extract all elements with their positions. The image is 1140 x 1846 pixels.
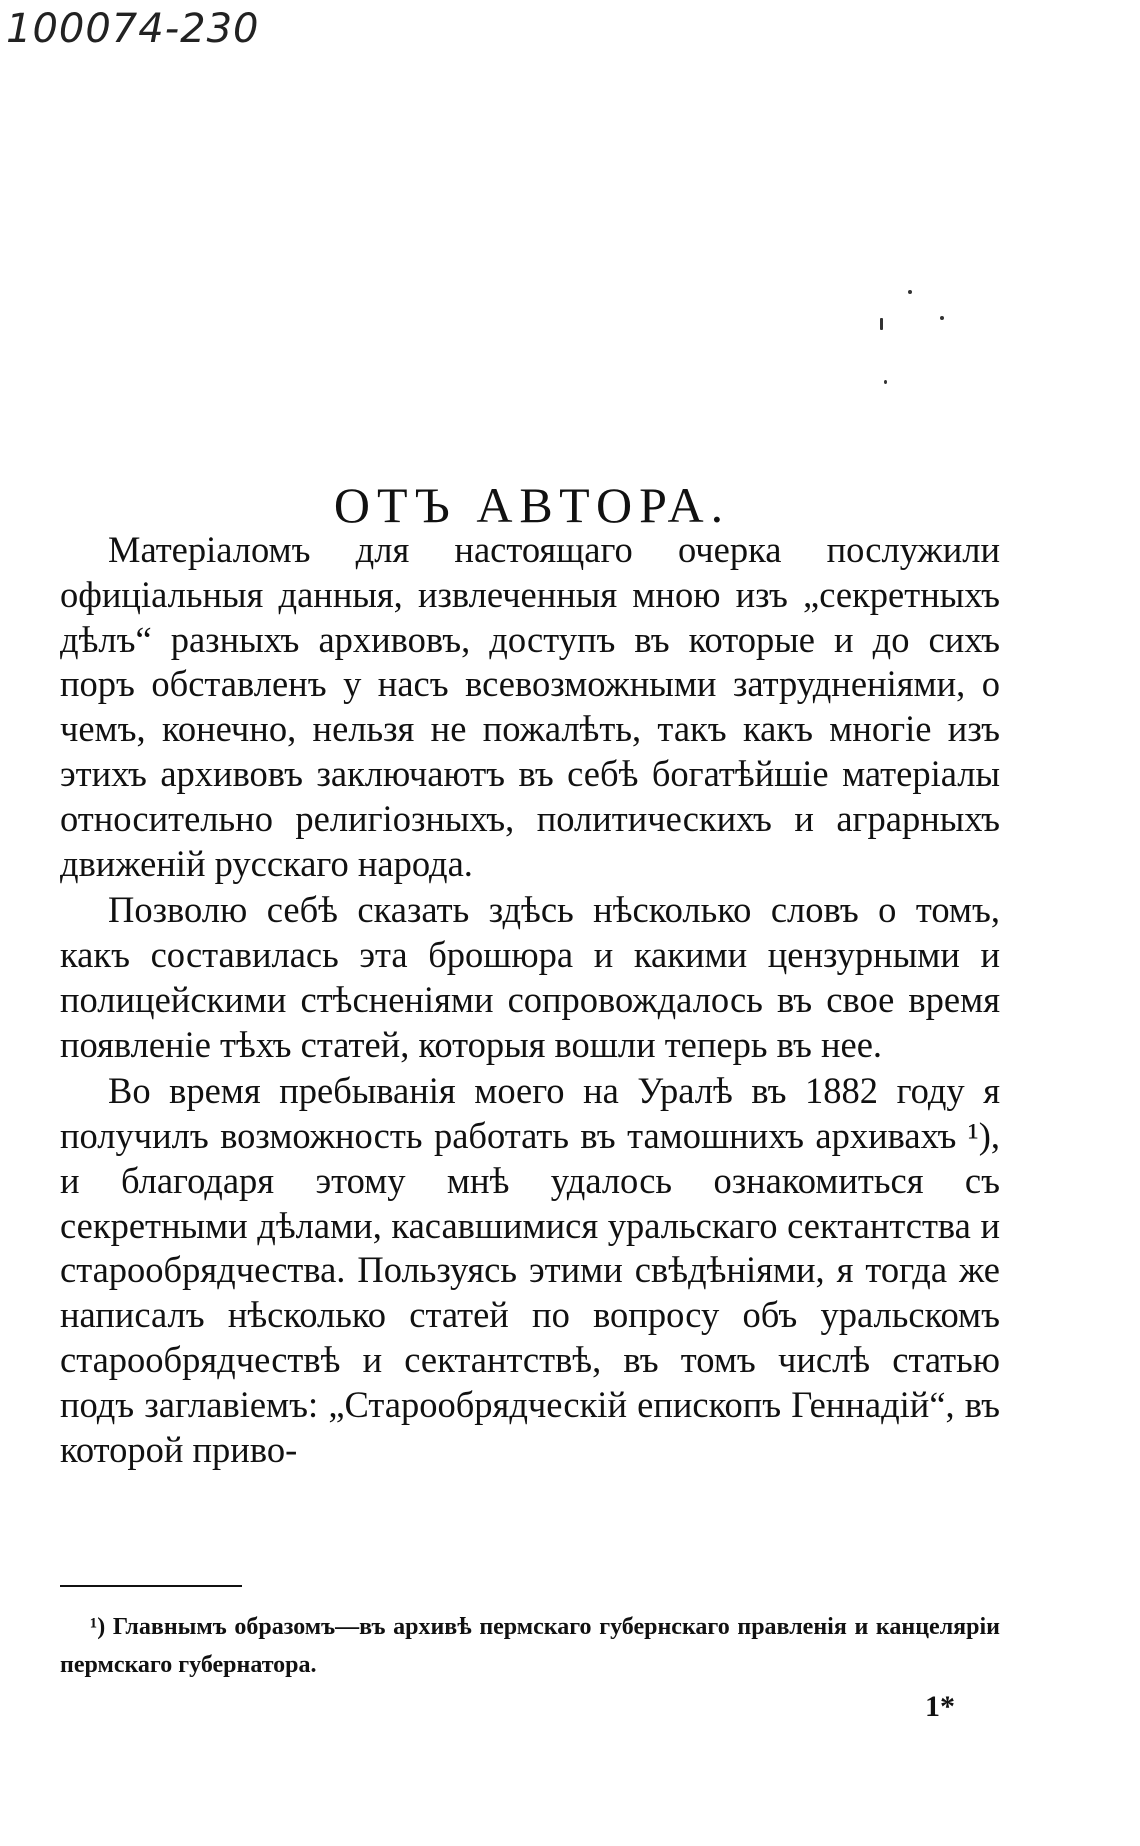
paragraph: Матеріаломъ для настоящаго очерка послужили офиціальныя данныя, извлеченныя мною изъ „секретныхъ дѣлъ“ разныхъ архивовъ, доступъ въ которые и до сихъ поръ обставленъ у насъ всевозможными затрудненіями, о чемъ, конечно, нельзя не пожалѣть, такъ какъ многіе изъ этихъ архивовъ заключаютъ въ себѣ богатѣйшіе матеріалы относительно религіозныхъ, политическихъ и аграрныхъ движеній русскаго народа.: [60, 529, 1000, 884]
scan-speck: [880, 318, 883, 330]
paragraph: Во время пребыванія моего на Уралѣ въ 1882 году я получилъ возможность работать въ тамошнихъ архивахъ ¹), и благодаря этому мнѣ удалось ознакомиться съ секретными дѣлами, касавшимися уральскаго сектантства и старообрядчества. Пользуясь этими свѣдѣніями, я тогда же написалъ нѣсколько статей по вопросу объ уральскомъ старообрядчествѣ и сектантствѣ, въ томъ числѣ статью подъ заглавіемъ: „Старообрядческій епископъ Геннадій“, въ которой приво-: [60, 1070, 1000, 1470]
scan-speck: [940, 316, 944, 320]
chapter-title: ОТЪ АВТОРА.: [333, 476, 731, 533]
footnote-rule: [60, 1585, 242, 1587]
scan-speck: [884, 380, 887, 384]
body-text: [60, 528, 1000, 1474]
page-number: 1*: [925, 1690, 955, 1723]
archive-stamp: 100074-230: [6, 6, 260, 52]
scan-speck: [908, 290, 912, 294]
paragraph: Позволю себѣ сказать здѣсь нѣсколько словъ о томъ, какъ составилась эта брошюра и какими цензурными и полицейскими стѣсненіями сопровождалось въ свое время появленіе тѣхъ статей, которыя вошли теперь въ нее.: [60, 889, 1000, 1065]
footnote: ¹) Главнымъ образомъ—въ архивѣ пермскаго губернскаго правленія и канцеляріи пермскаго губернатора.: [60, 1614, 1000, 1678]
